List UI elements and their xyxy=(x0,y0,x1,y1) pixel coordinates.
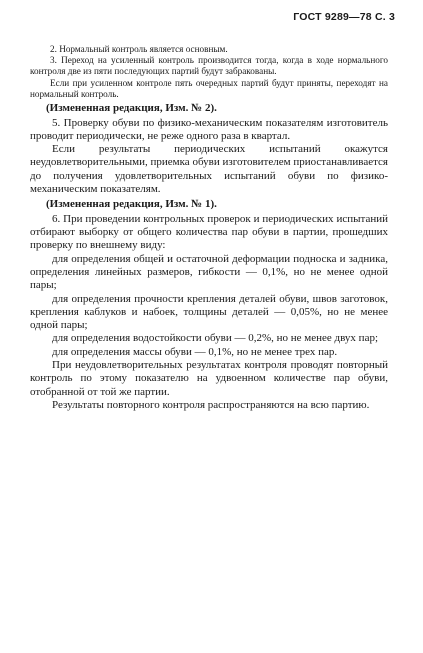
amendment-note-2: (Измененная редакция, Изм. № 2). xyxy=(46,102,217,115)
paragraph-strength: для определения прочности крепления деталей обуви, швов заготовок, крепления каблуков и набоек, толщины деталей — 0,05%, но не менее одной пары; xyxy=(30,292,388,332)
document-body xyxy=(30,44,388,412)
paragraph-water-resistance: для определения водостойкости обуви — 0,2%, но не менее двух пар; xyxy=(52,332,379,345)
paragraph-repeat-results: Результаты повторного контроля распространяются на всю партию. xyxy=(52,398,370,411)
paragraph-deformation: для определения общей и остаточной деформации подноска и задника, определения линейных размеров, гибкости — 0,1%, но не менее одной пары; xyxy=(30,252,388,292)
amendment-note-1: (Измененная редакция, Изм. № 1). xyxy=(46,198,217,211)
paragraph-item-5: 5. Проверку обуви по физико-механическим показателям изготовитель проводит периодически, не реже одного раза в квартал. xyxy=(30,116,388,142)
paragraph-enhanced-control: Если при усиленном контроле пять очередных партий будут приняты, переходят на нормальный контроль. xyxy=(30,77,388,99)
page-header: ГОСТ 9289—78 С. 3 xyxy=(293,11,395,23)
paragraph-periodic-results: Если результаты периодических испытаний окажутся неудовлетворительными, приемка обуви изготовителем приостанавливается до получения удовлетворительных испытаний обуви по физико-механическим показателям. xyxy=(30,143,388,195)
paragraph-item-2: 2. Нормальный контроль является основным. xyxy=(50,44,228,54)
paragraph-repeat-control: При неудовлетворительных результатах контроля проводят повторный контроль по этому показателю на удвоенном количестве пар обуви, отобранной от той же партии. xyxy=(30,359,388,398)
paragraph-mass: для определения массы обуви — 0,1%, но не менее трех пар. xyxy=(52,345,338,358)
paragraph-item-3: 3. Переход на усиленный контроль производится тогда, когда в ходе нормального контроля две из пяти последующих партий будут забракованы. xyxy=(30,55,388,77)
paragraph-item-6: 6. При проведении контрольных проверок и периодических испытаний отбирают выборку от общего количества пар обуви в партии, прошедших проверку по внешнему виду: xyxy=(30,212,388,252)
